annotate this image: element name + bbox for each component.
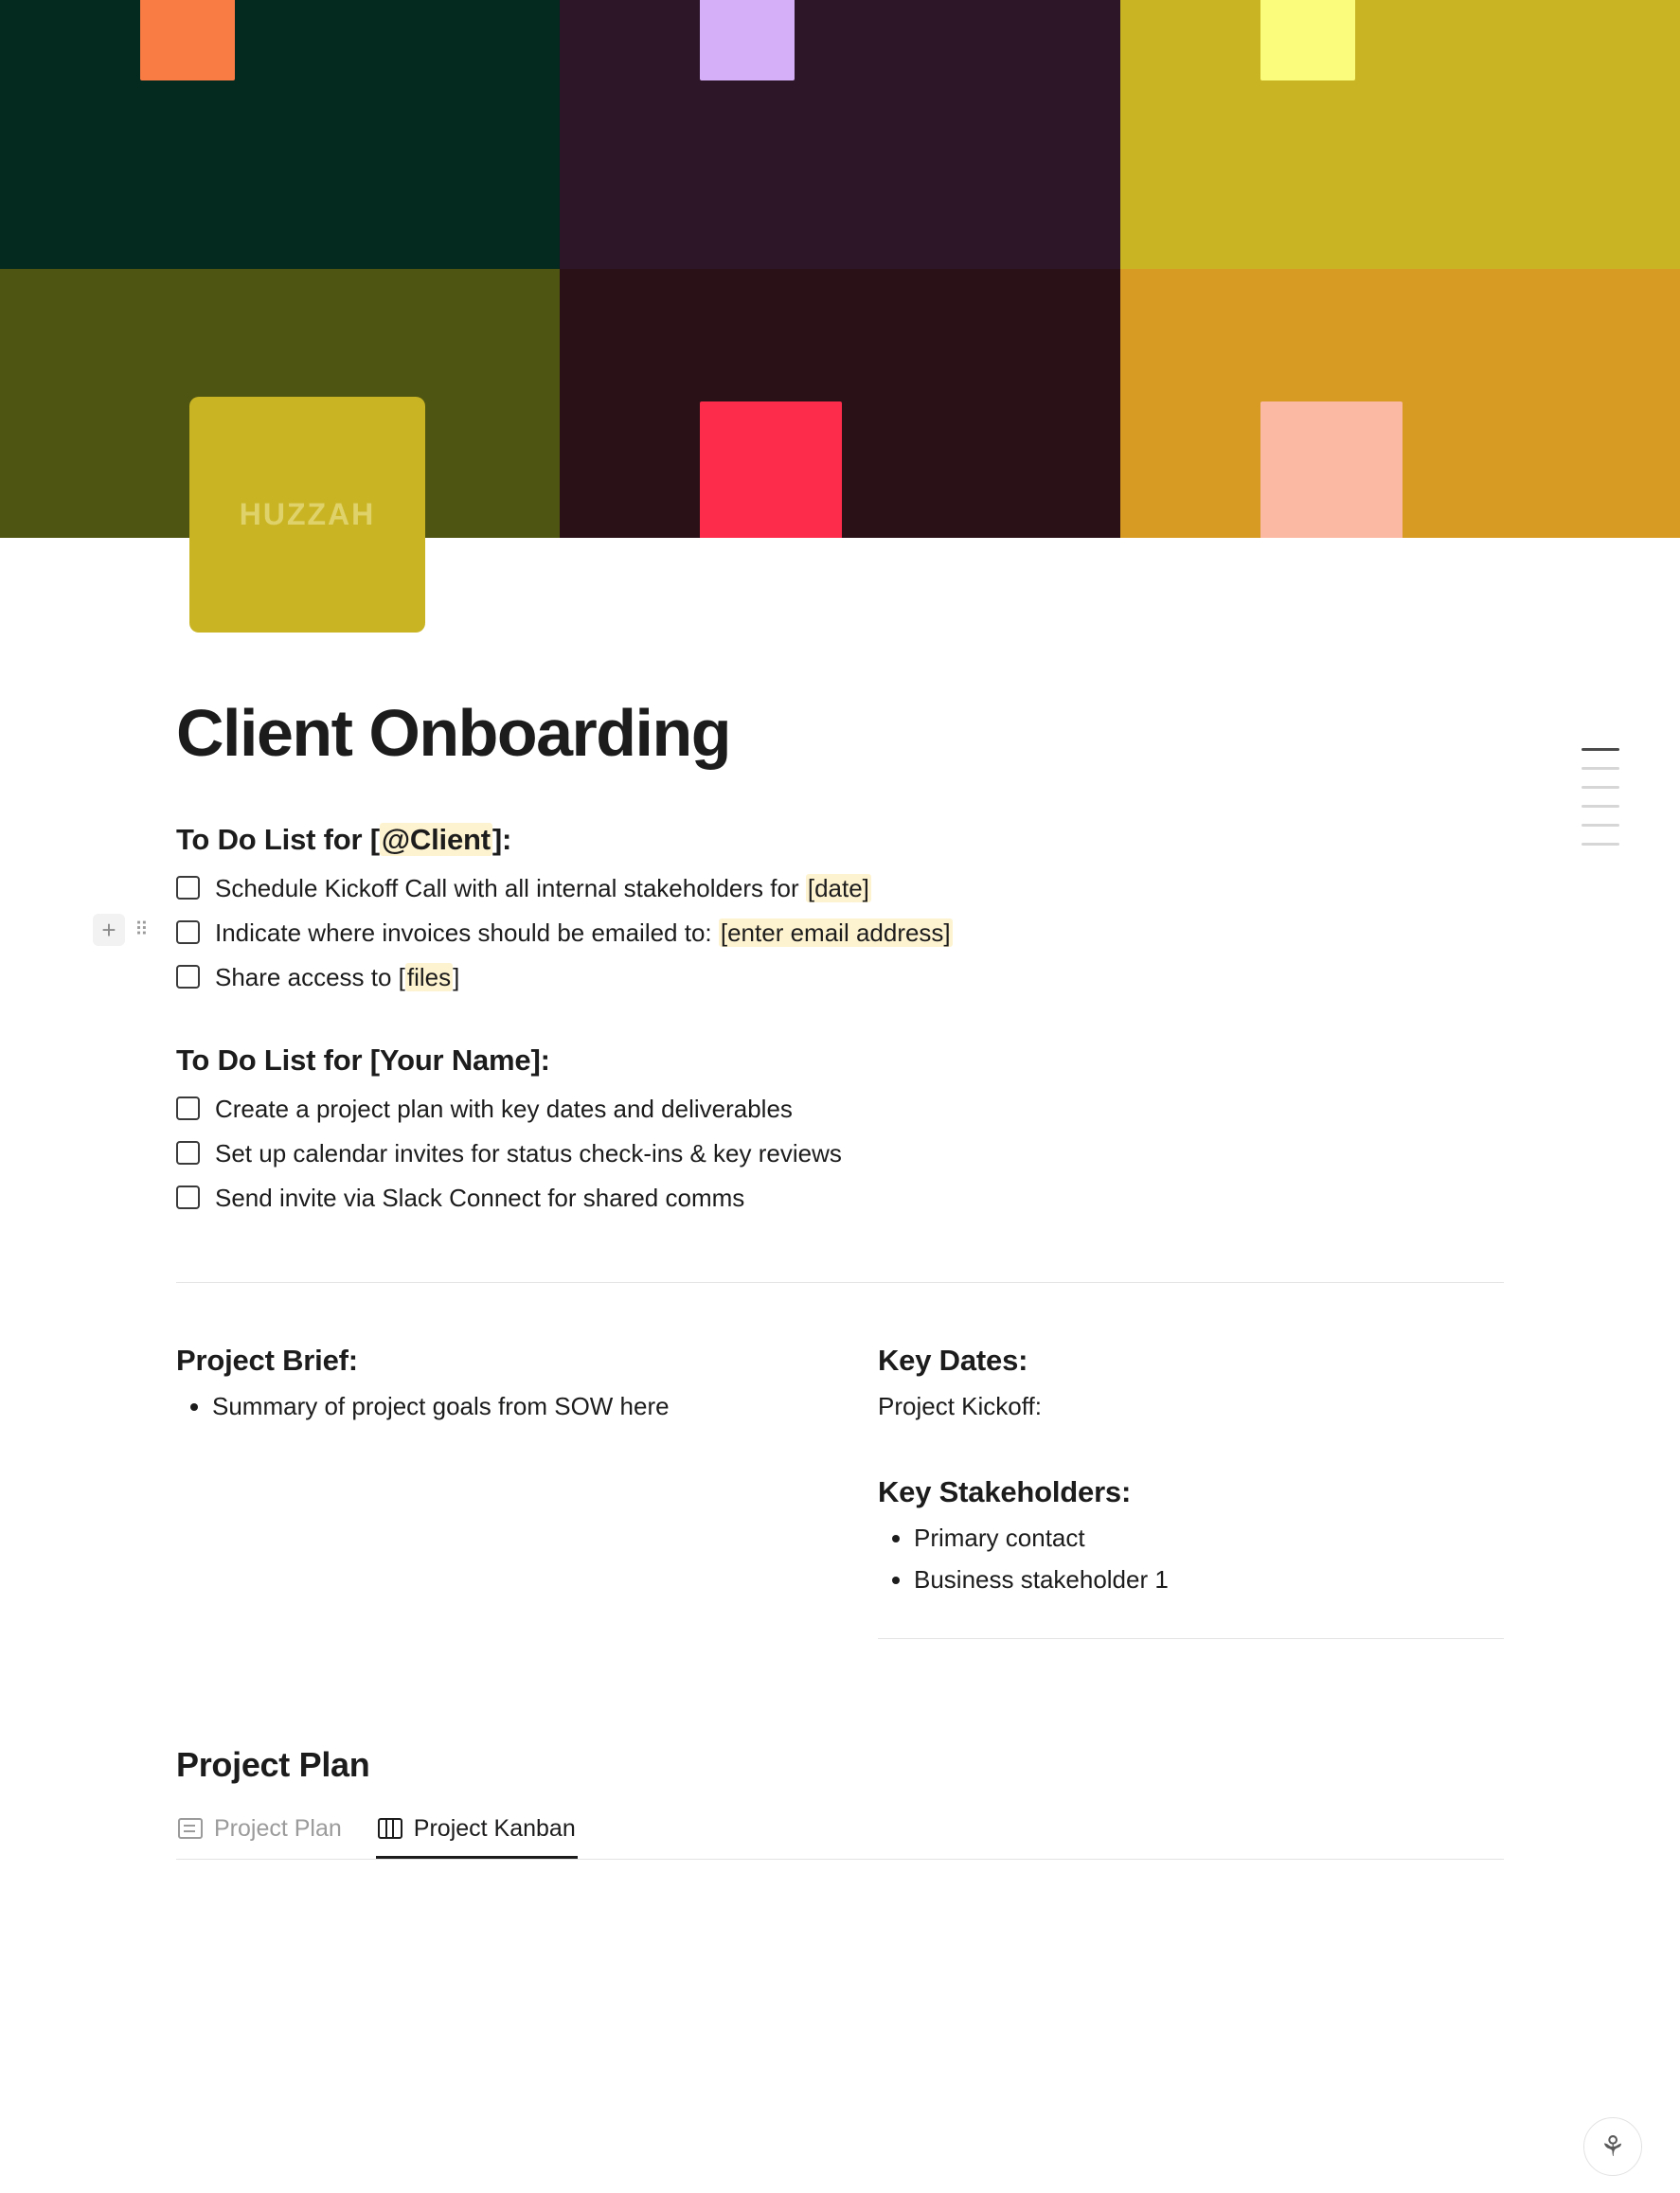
client-mention[interactable]: @Client	[381, 823, 491, 856]
board-view-icon	[378, 1818, 402, 1839]
todo-item-label: Send invite via Slack Connect for shared comms	[215, 1184, 745, 1213]
plus-icon[interactable]: +	[93, 914, 125, 946]
todo-text-before: Schedule Kickoff Call with all internal stakeholders for	[215, 874, 806, 902]
key-stakeholders-list	[878, 1521, 1504, 1597]
todo-item[interactable]	[176, 955, 1504, 1000]
todo-text-after: ]	[453, 963, 460, 992]
cover-swatch-peach	[1260, 401, 1403, 538]
column-key-dates	[878, 1344, 1504, 1647]
heading-suffix: ]:	[491, 823, 512, 856]
document-icon-label: HUZZAH	[239, 497, 376, 531]
todo-text-before: Share access to [	[215, 963, 405, 992]
cover-cell-6	[1120, 269, 1680, 538]
column-divider	[878, 1638, 1504, 1639]
todo-item-label	[215, 961, 459, 994]
cover-cell-3	[1120, 0, 1680, 269]
list-view-icon	[178, 1818, 203, 1839]
heading-prefix: To Do List for [	[176, 823, 380, 856]
cover-swatch-orange	[140, 0, 235, 80]
assistant-glyph: ⚘	[1600, 2131, 1626, 2163]
tab-project-plan[interactable]	[176, 1810, 344, 1859]
cover-swatch-red	[700, 401, 842, 538]
drag-handle-icon[interactable]: ⠿	[134, 918, 148, 940]
page-title: Client Onboarding	[176, 696, 731, 770]
todo-item-label	[215, 917, 953, 950]
cover-cell-5	[560, 269, 1119, 538]
list-item: • Summary of project goals from SOW here	[212, 1389, 802, 1425]
checkbox[interactable]	[176, 1141, 200, 1165]
checkbox[interactable]	[176, 965, 200, 989]
checkbox[interactable]	[176, 1096, 200, 1120]
project-brief-list	[176, 1389, 802, 1425]
todo-item[interactable]	[176, 1176, 1504, 1221]
todo-item[interactable]	[176, 1087, 1504, 1132]
todo-item-label	[215, 872, 871, 905]
heading-project-plan: Project Plan	[176, 1744, 370, 1784]
todo-item-label: Set up calendar invites for status check-ins & key reviews	[215, 1139, 842, 1168]
heading-key-dates: Key Dates:	[878, 1343, 1028, 1377]
section-divider	[176, 1282, 1504, 1283]
todo-text-highlight: [enter email address]	[720, 918, 951, 948]
todo-item[interactable]	[176, 866, 1504, 911]
checkbox[interactable]	[176, 1186, 200, 1209]
todo-item[interactable]	[101, 911, 1504, 955]
todo-text-before: Indicate where invoices should be emailed to:	[215, 918, 719, 948]
checkbox[interactable]	[176, 876, 200, 900]
todo-item-label: Create a project plan with key dates and deliverables	[215, 1095, 793, 1124]
key-dates-line: Project Kickoff:	[878, 1391, 1042, 1420]
assistant-icon[interactable]	[1583, 2117, 1642, 2176]
tab-project-kanban[interactable]	[376, 1810, 578, 1859]
cover-swatch-yellow	[1260, 0, 1355, 80]
todo-item[interactable]	[176, 1132, 1504, 1176]
cover-swatch-lavender	[700, 0, 795, 80]
project-plan-tabs	[176, 1810, 1504, 1860]
todo-text-highlight: [date]	[807, 874, 869, 902]
list-item: • Primary contact	[914, 1521, 1504, 1557]
list-item: • Business stakeholder 1	[914, 1562, 1504, 1598]
tab-label: Project Plan	[214, 1814, 342, 1842]
row-hover-controls[interactable]	[93, 914, 152, 946]
document-content	[0, 538, 1680, 1860]
two-column-section	[176, 1344, 1504, 1647]
checkbox[interactable]	[176, 920, 200, 944]
heading-key-stakeholders: Key Stakeholders:	[878, 1475, 1132, 1509]
heading-project-brief: Project Brief:	[176, 1343, 358, 1377]
cover-cell-1	[0, 0, 560, 269]
heading-todo-client	[176, 823, 1504, 857]
cover-cell-2	[560, 0, 1119, 269]
column-project-brief	[176, 1344, 802, 1647]
todo-text-highlight: files	[406, 963, 452, 992]
heading-todo-self: To Do List for [Your Name]:	[176, 1043, 550, 1078]
tab-label: Project Kanban	[413, 1814, 576, 1842]
